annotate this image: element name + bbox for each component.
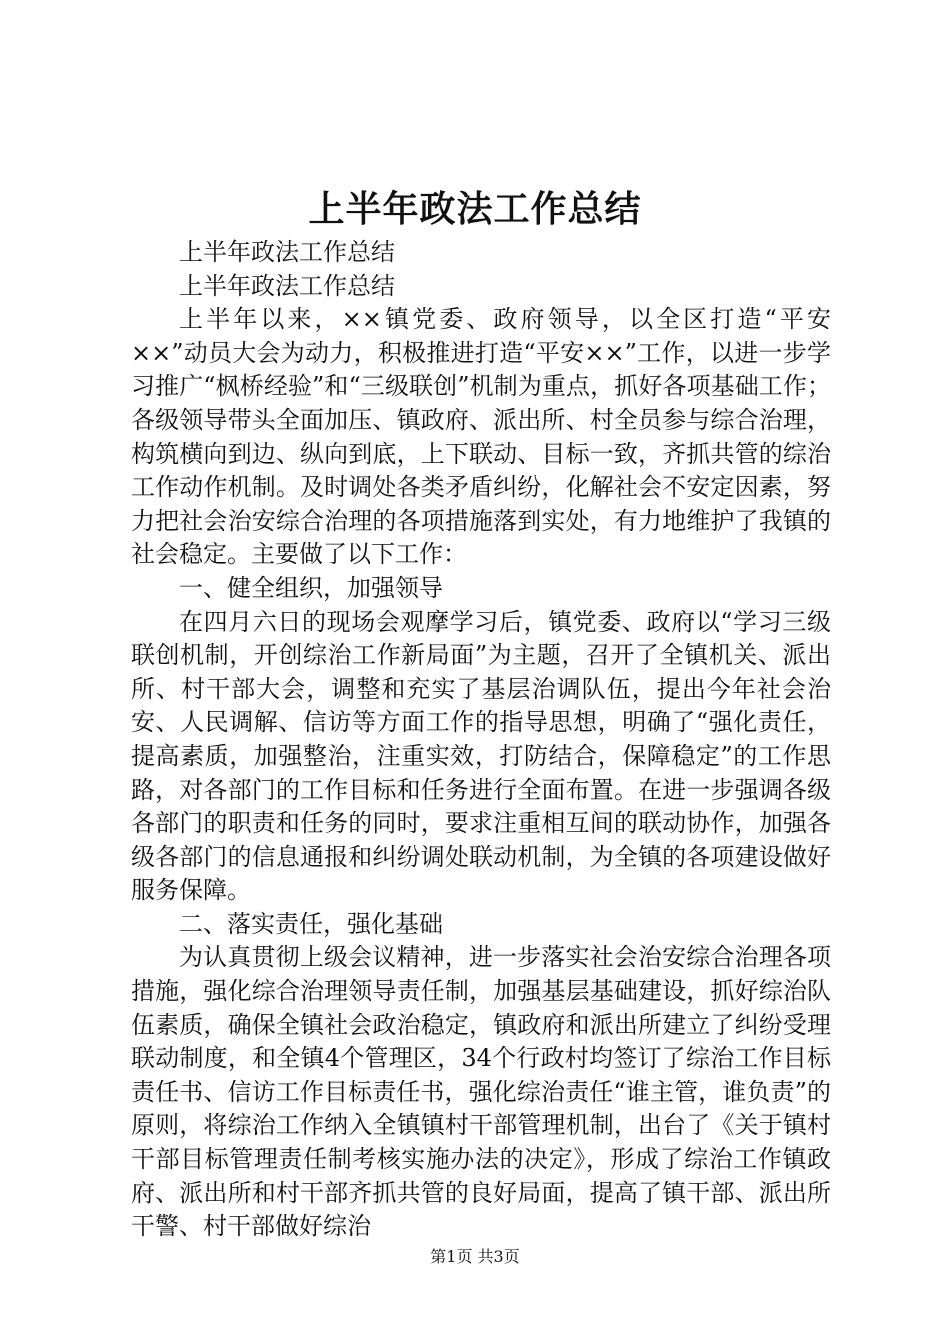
paragraph-subtitle-1: 上半年政法工作总结 <box>179 238 395 266</box>
page-title: 上半年政法工作总结 <box>308 188 642 230</box>
paragraph-intro: 上半年以来，××镇党委、政府领导，以全区打造“平安××”动员大会为动力，积极推进打造“平安××”工作，以进一步学习推广“枫桥经验”和“三级联创”机制为重点，抓好各项基础工作；各级领导带头全面加压、镇政府、派出所、村全员参与综合治理，构筑横向到边、纵向到底，上下联动、目标一致，齐抓共管的综治工作动作机制。及时调处各类矛盾纠纷，化解社会不安定因素，努力把社会治安综合治理的各项措施落到实处，有力地维护了我镇的社会稳定。主要做了以下工作： <box>131 305 831 569</box>
section-heading-1: 一、健全组织，加强领导 <box>179 573 443 602</box>
document-body <box>131 236 831 1244</box>
section-heading-2: 二、落实责任，强化基础 <box>179 909 443 938</box>
page-footer: 第1页 共3页 <box>430 1247 520 1266</box>
paragraph-section-2: 为认真贯彻上级会议精神，进一步落实社会治安综合治理各项措施，强化综合治理领导责任制，加强基层基础建设，抓好综治队伍素质，确保全镇社会政治稳定，镇政府和派出所建立了纠纷受理联动制度，和全镇4个管理区，34个行政村均签订了综治工作目标责任书、信访工作目标责任书，强化综治责任“谁主管，谁负责”的原则，将综治工作纳入全镇镇村干部管理机制，出台了《关于镇村干部目标管理责任制考核实施办法的决定》，形成了综治工作镇政府、派出所和村干部齐抓共管的良好局面，提高了镇干部、派出所干警、村干部做好综治 <box>131 943 831 1241</box>
paragraph-section-1: 在四月六日的现场会观摩学习后，镇党委、政府以“学习三级联创机制，开创综治工作新局面”为主题，召开了全镇机关、派出所、村干部大会，调整和充实了基层治调队伍，提出今年社会治安、人民调解、信访等方面工作的指导思想，明确了“强化责任，提高素质，加强整治，注重实效，打防结合，保障稳定”的工作思路，对各部门的工作目标和任务进行全面布置。在进一步强调各级各部门的职责和任务的同时，要求注重相互间的联动协作，加强各级各部门的信息通报和纠纷调处联动机制，为全镇的各项建设做好服务保障。 <box>131 607 831 905</box>
paragraph-subtitle-2: 上半年政法工作总结 <box>179 271 395 300</box>
